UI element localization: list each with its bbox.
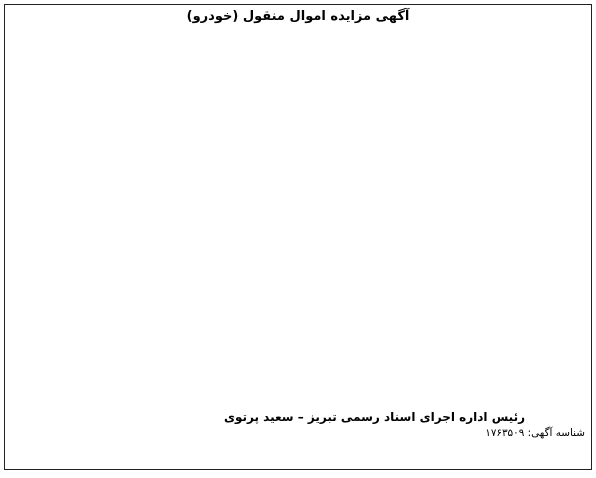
body-line: [11, 387, 585, 408]
body-line: [11, 302, 585, 323]
body-line: [11, 27, 585, 48]
body-line: [11, 260, 585, 281]
body-line: [11, 239, 585, 260]
body-line: [11, 112, 585, 133]
notice-title: آگهی مزایده اموال منقول (خودرو): [186, 9, 410, 24]
body-line: [11, 324, 585, 345]
body-line: [11, 48, 585, 69]
body-line: [11, 345, 585, 366]
body-line: [11, 91, 585, 112]
body-line: [11, 69, 585, 90]
body-line: [11, 197, 585, 218]
body-line: [11, 218, 585, 239]
body-line: [11, 366, 585, 387]
auction-notice: [4, 4, 592, 470]
body-line: [11, 154, 585, 175]
notice-body: [11, 27, 585, 408]
signature: رئیس اداره اجرای اسناد رسمی تبریز – سعید پرتوی: [223, 410, 525, 425]
notice-id: شناسه آگهی: ۱۷۶۳۵۰۹: [485, 427, 585, 440]
body-line: [11, 133, 585, 154]
body-line: [11, 281, 585, 302]
body-line: [11, 175, 585, 196]
